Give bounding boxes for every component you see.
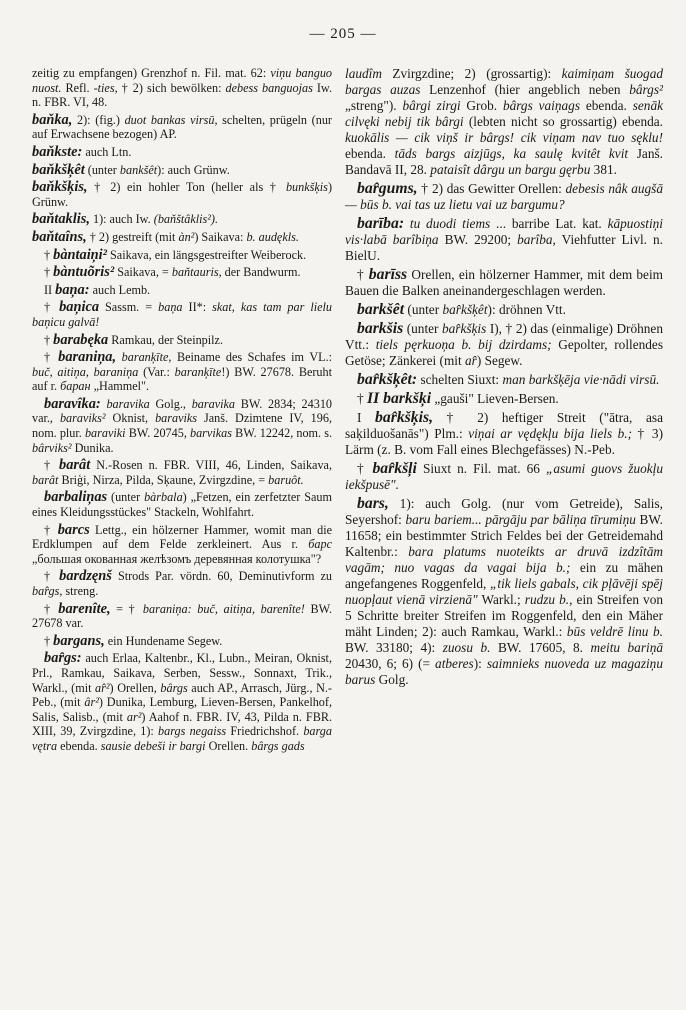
entry-text: BW. 17605, 8. <box>490 640 591 655</box>
dictionary-entry <box>32 651 332 753</box>
entry-text: Dunika. <box>71 440 114 455</box>
entry-text: † <box>44 332 54 347</box>
dictionary-entry <box>345 461 663 493</box>
entry-headword: baňka, <box>32 111 73 128</box>
entry-example: kuokālis — cik viņš ir bârgs! cik viņam nav tuo sęklu! <box>345 130 663 145</box>
entry-headword: bars, <box>357 495 389 512</box>
entry-text: „gauši" Lieven-Bersen. <box>431 391 559 406</box>
dictionary-entry <box>32 283 332 298</box>
entry-headword: baňtaklis, <box>32 211 90 228</box>
entry-text: † 2) gestreift (mit <box>86 229 179 244</box>
dictionary-entry <box>32 300 332 329</box>
entry-example: kāpuostiņi vis·labā barîbiņa <box>345 216 663 247</box>
entry-text: BW. 20745, <box>125 426 190 441</box>
entry-text: schelten, prügeln (nur auf Erwachsene bezogen) AP. <box>32 112 332 142</box>
entry-headword: barkšêt <box>357 301 405 318</box>
dictionary-entry <box>32 145 332 160</box>
dictionary-entry <box>32 230 332 245</box>
entry-example: баран <box>60 379 91 394</box>
dictionary-entry <box>345 181 663 213</box>
entry-headword: baravîka: <box>44 395 101 412</box>
entry-headword: bar̂kšķêt: <box>357 371 418 388</box>
entry-example: baruôt. <box>268 472 304 487</box>
entry-headword: barība: <box>357 215 405 232</box>
dictionary-entry <box>32 212 332 227</box>
entry-text: Friedrichshof. <box>226 724 304 739</box>
entry-example: ar̂ <box>465 353 477 368</box>
entry-text: † <box>44 265 54 280</box>
page-number: — 205 — <box>309 26 377 42</box>
entry-text: Gepolter, rollendes Getöse; Zänkerei (mit <box>345 337 663 368</box>
entry-example: man barkšķēja vie·nādi virsū. <box>502 372 660 387</box>
entry-text: Lenzenhof (hier angeblich neben <box>420 82 630 97</box>
entry-text: I <box>357 410 376 425</box>
entry-headword: bàntaiņi² <box>53 246 107 263</box>
entry-example: âr² <box>84 695 99 710</box>
entry-text: (Var.: <box>138 364 175 379</box>
entry-example: debess banguojas <box>225 80 313 95</box>
entry-text: BW. 29200; <box>438 232 518 247</box>
entry-text: Beiname des Schafes im VL.: <box>171 350 333 365</box>
entry-example: zuosu b. <box>442 640 491 655</box>
entry-example: baraviki <box>84 426 126 441</box>
entry-text: Saikava, = <box>114 265 172 280</box>
entry-headword: barbaliņas <box>44 489 108 506</box>
entry-example: baņa <box>158 300 183 315</box>
entry-example: barga vętra <box>32 724 332 753</box>
entry-example: baraviks <box>155 411 198 426</box>
entry-text: 381. <box>590 162 617 177</box>
entry-example: pataisît dârgu un bargu gęrbu <box>430 162 591 177</box>
entry-example: bankšêt <box>119 162 158 177</box>
entry-text: Ramkau, der Steinpilz. <box>108 332 223 347</box>
dictionary-entry <box>32 265 332 280</box>
entry-example: bunkšķis <box>285 180 328 195</box>
entry-headword: barīss <box>368 266 408 283</box>
entry-example: bârgi zirgi <box>402 98 461 113</box>
entry-example: buč, aitiņa, baraniņa <box>32 364 139 379</box>
entry-headword: bar̂gums, <box>357 180 418 197</box>
entry-text: † <box>357 267 369 282</box>
entry-text: † <box>44 350 59 365</box>
entry-headword: bardzęnš <box>59 568 112 585</box>
entry-text: Sassm. = <box>99 300 159 315</box>
entry-example: būs veldrē linu b. <box>566 624 663 639</box>
entry-example: bar̂gs, <box>32 584 63 598</box>
entry-text: † <box>44 247 54 262</box>
entry-headword: baňtaîns, <box>32 228 87 245</box>
entry-text: BW. 11658; ein bestimmter Strich Feldes bei der Getreidemahd Kaltenbr.: <box>345 512 663 559</box>
entry-text: der Bandwurm. <box>221 265 301 280</box>
entry-headword: barcs <box>57 521 90 538</box>
entry-example: laudîm <box>345 66 382 81</box>
entry-example: bàrbala <box>144 490 183 505</box>
entry-text: Warkl.; <box>477 592 525 607</box>
entry-text: ) Segew. <box>476 353 523 368</box>
entry-text: 20430, 6; 6) (= <box>345 656 436 671</box>
entry-text: ): <box>473 656 487 671</box>
entry-text: ein zu mähen angefangenes Roggenfeld, <box>345 560 664 591</box>
entry-text: † 2) ein hohler Ton (heller als † <box>87 180 286 195</box>
entry-example: baňtauris, <box>171 265 222 280</box>
entry-text: Oknist, <box>105 411 156 426</box>
dictionary-entry <box>32 163 332 178</box>
dictionary-entry <box>345 216 663 264</box>
entry-example: viņai ar vędękļu bija liels b.; <box>468 426 633 441</box>
entry-text: Iw. n. FBR. VI, 48. <box>32 80 332 110</box>
entry-example: -ties, <box>93 80 118 95</box>
entry-headword: baňkšķêt <box>32 161 85 178</box>
dictionary-entry <box>32 490 332 519</box>
entry-example: atberes <box>435 656 474 671</box>
dictionary-entry <box>345 267 663 299</box>
entry-text: ein Hundename Segew. <box>104 633 223 648</box>
entry-example: barîba, <box>517 232 556 247</box>
entry-example: debesis nâk augšā — būs b. vai tas uz lietu vai uz bargumu? <box>345 181 663 212</box>
entry-text: † <box>44 300 60 315</box>
entry-example: ar² <box>126 709 142 724</box>
entry-text: Janš. Dzimtene IV, 196, nom. plur. <box>32 411 332 441</box>
entry-example: senāk cilvęki nebij tik bârgi <box>345 98 663 129</box>
entry-example: meitu bariņā <box>590 640 663 655</box>
entry-example: sausie debeši ir bargi <box>100 738 206 753</box>
entry-text: ) „Fetzen, ein zerfetzter Saum eines Kleidungsstückes" Stackeln, Wohlfahrt. <box>32 490 332 520</box>
dictionary-entry <box>345 391 663 407</box>
entry-text: (unter <box>404 302 443 317</box>
entry-example: baranķīte <box>174 364 222 379</box>
entry-example: skat, kas tam par lielu baņicu galvā! <box>32 300 332 329</box>
entry-text: ein Streifen von 5 Schritte breiter Streifen im Roggenfeld, den ein Mäher mäht Linden; 2): auch Ramkau, Warkl.: <box>345 592 663 639</box>
dictionary-entry <box>32 66 332 110</box>
entry-text: ) Grünw. <box>32 180 332 209</box>
entry-text: † 2) heftiger Streit ("ātra, asa saķilduošanās") Plm.: <box>345 410 663 441</box>
entry-text: (unter <box>107 490 145 505</box>
entry-headword: bar̂kšķis, <box>375 409 434 426</box>
entry-example: tiels pęrkuoņa b. bij dzirdams; <box>375 337 552 352</box>
entry-headword: barenîte, <box>58 600 111 617</box>
dictionary-entry <box>345 372 663 388</box>
entry-text: (unter <box>84 162 120 177</box>
entry-text: Golg., <box>149 396 192 411</box>
entry-example: barât <box>32 472 59 487</box>
entry-text: Lettg., ein hölzerner Hammer, womit man die Erdklumpen auf dem Felde zerkleinert. Aus r. <box>32 522 333 552</box>
entry-example: bârgs vaiņags <box>502 98 580 113</box>
entry-text: † <box>44 601 59 616</box>
entry-text: = † <box>110 601 143 616</box>
entry-text: Janš. Bandavā II, 28. <box>345 146 663 177</box>
entry-text: zeitig zu empfangen) Grenzhof n. Fil. mat. 62: <box>32 66 271 80</box>
entry-text: 1): auch Golg. (nur vom Getreide), Salis, Seyershof: <box>345 496 663 527</box>
dictionary-entry <box>32 523 332 567</box>
entry-example: barvikas <box>189 426 232 441</box>
entry-text: Grob. <box>460 98 503 113</box>
entry-example: bargs negaiss <box>158 724 227 739</box>
dictionary-entry <box>32 634 332 649</box>
entry-text: † <box>44 569 60 584</box>
entry-example: bârviks² <box>32 440 72 455</box>
entry-text: (unter <box>403 321 442 336</box>
dictionary-entry <box>345 496 663 688</box>
dictionary-entry <box>32 180 332 209</box>
entry-text: † 2) das Gewitter Orellen: <box>417 181 566 196</box>
dictionary-entry <box>32 569 332 598</box>
entry-example: ar̂² <box>95 680 110 695</box>
dictionary-entry <box>345 66 663 178</box>
entry-text: † <box>44 633 54 648</box>
entry-headword: barabęka <box>53 331 109 348</box>
entry-text: BW. 2834; 24310 var., <box>32 396 333 426</box>
entry-text: † <box>357 391 367 406</box>
entry-text: ) Dunika, Lemburg, Lieven-Bersen, Pankelhof, Salis, Salisb., (mit <box>32 695 333 724</box>
entry-example: baraviks² <box>59 411 106 426</box>
entry-text: † <box>44 458 60 473</box>
entry-text: BW. 27678 var. <box>32 601 333 631</box>
dictionary-entry <box>345 321 663 369</box>
entry-text: ebenda. <box>345 146 395 161</box>
dictionary-entry <box>32 397 332 455</box>
entry-headword: bàntuõris² <box>53 264 115 281</box>
entry-text: Strods Par. vördn. 60, Deminutivform zu <box>111 569 333 584</box>
entry-example: baravika <box>191 396 236 411</box>
dictionary-entry <box>32 350 332 394</box>
entry-text: ... barribe Lat. kat. <box>490 216 608 231</box>
entry-example: baranķīte, <box>121 350 172 365</box>
entry-example: viņu banguo nuost. <box>32 66 333 95</box>
entry-example: àn² <box>178 229 195 244</box>
entry-text: auch AP., Arrasch, Jürg., N.-Peb., (mit <box>32 680 332 710</box>
entry-text: 2): (fig.) <box>72 112 125 127</box>
entry-text: ) Aahof n. FBR. IV, 43, Pilda n. FBR. XIII, 39, Zvirgzdine, 1): <box>32 709 332 739</box>
entry-text: auch Lemb. <box>89 282 151 297</box>
entry-text: Orellen, ein hölzerner Hammer, mit dem beim Bauen die Balken aneinandergeschlagen werden. <box>345 267 663 298</box>
entry-text: Briģi, Nirza, Pilda, Sķaune, Zvirgzdine, = <box>58 472 269 487</box>
entry-example: bârgs <box>160 680 188 695</box>
entry-text: Orellen. <box>205 738 252 753</box>
entry-text: (lebten nicht so grossartig) ebenda. <box>463 114 663 129</box>
entry-text: † 3) Lärm (z. B. vom Fall eines Blechgefässes) N.-Peb. <box>345 426 663 457</box>
entry-headword: barât <box>59 457 91 474</box>
entry-text: † <box>357 461 373 476</box>
entry-text: ): dröhnen Vtt. <box>487 302 566 317</box>
entry-example: baravika <box>106 396 150 411</box>
dictionary-entry <box>345 410 663 458</box>
entry-example: bar̂kšķêt <box>442 302 488 317</box>
entry-text: auch Erlaa, Kaltenbr., Kl., Lubn., Meiran, Oknist, Prl., Ramkau, Saikava, Serben, Sessw., Sonnaxt, Trik., Warkl., (mit <box>32 651 332 695</box>
entry-text: Golg. <box>375 672 409 687</box>
entry-example: kaimiņam šuogad bargas auzas <box>345 66 663 97</box>
entry-headword: baňkste: <box>32 143 83 160</box>
entry-example: tu duodi tiems <box>409 216 491 231</box>
entry-text: streng. <box>62 584 99 598</box>
entry-text: schelten Siuxt: <box>417 372 503 387</box>
entry-text: auch Ltn. <box>82 144 132 159</box>
dictionary-entry <box>32 333 332 348</box>
entry-text: 1): auch Iw. <box>89 212 154 227</box>
entry-example: (baňštâklis²). <box>153 212 219 227</box>
entry-headword: bar̂kšļi <box>372 460 417 477</box>
entry-text: † 2) sich bewölken: <box>117 80 226 95</box>
entry-text: BW. 33180; 4): <box>345 640 443 655</box>
entry-text: ) Orellen, <box>109 680 161 695</box>
entry-text: !) BW. 27678. Beruht auf r. <box>32 364 332 394</box>
entry-example: bârgs² <box>629 82 663 97</box>
entry-example: tāds bargs aizjūgs, ka saulę kvitêt kvit <box>394 146 629 161</box>
entry-example: bârgs gads <box>251 738 305 753</box>
entry-headword: baraniņa, <box>58 349 117 366</box>
entry-text: ) Saikava: <box>194 229 247 244</box>
entry-text: N.-Rosen n. FBR. VIII, 46, Linden, Saikava, <box>90 458 332 473</box>
entry-example: duot bankas virsū, <box>124 112 218 127</box>
entry-example: baraniņa: buč, aitiņa, barenîte! <box>142 601 305 616</box>
entry-example: baru bariem... <box>405 512 482 527</box>
dictionary-entry <box>32 248 332 263</box>
entry-example: saimnieks nuoveda uz magaziņu barus <box>345 656 663 687</box>
entry-example: „asumi guovs žuokļu iekšpusē". <box>345 461 663 492</box>
entry-text: BW. 12242, nom. s. <box>231 426 332 441</box>
entry-headword: baņica <box>59 299 100 316</box>
dictionary-entry <box>32 113 332 142</box>
entry-headword: barkšis <box>357 320 404 337</box>
entry-headword: bar̂gs: <box>44 650 82 667</box>
entry-example: bar̂kšķis <box>441 321 487 336</box>
entry-text: ): auch Grünw. <box>157 162 230 177</box>
entry-headword: baňkšķis, <box>32 179 88 196</box>
dictionary-entry <box>345 302 663 318</box>
dictionary-entry <box>32 602 332 631</box>
entry-example: „tik liels gabals, cik pļāvēji spēj nuopļaut vienā virzienā" <box>345 576 663 607</box>
entry-text: II <box>44 282 56 297</box>
entry-headword: baņa: <box>55 281 90 298</box>
entry-example: pārgāju par bāliņa tīrumiņu <box>485 512 636 527</box>
dictionary-entry <box>32 458 332 487</box>
entry-headword: II barkšķi <box>366 390 432 407</box>
entry-text: ebenda. <box>580 98 633 113</box>
entry-text: II*: <box>182 300 213 315</box>
entry-text: ebenda. <box>57 738 101 753</box>
entry-text: „Hammel". <box>90 379 150 394</box>
entry-text: Viehfutter Livl. n. BielU. <box>345 232 663 263</box>
entry-text: Refl. <box>61 80 94 95</box>
entry-text: Siuxt n. Fil. mat. 66 <box>416 461 546 476</box>
entry-text: „streng"). <box>345 98 403 113</box>
entry-headword: bargans, <box>53 632 105 649</box>
entry-text: Saikava, ein längsgestreifter Weiberock. <box>106 247 307 262</box>
entry-example: bara platums nuoteikts ar druvā izdzîtām vagām; nuo vagas da vagai bija b.; <box>345 544 663 575</box>
entry-text: Zvirgzdine; 2) (grossartig): <box>381 66 562 81</box>
left-column <box>32 66 332 757</box>
right-column <box>345 66 663 691</box>
entry-example: rudzu b., <box>524 592 573 607</box>
entry-text: „большая окованная желѣзомъ деревянная колотушка"? <box>32 551 322 566</box>
entry-text: I), † 2) das (einmalige) Dröhnen Vtt.: <box>345 321 663 352</box>
entry-example: барс <box>308 537 332 552</box>
entry-example: b. audękls. <box>246 229 299 244</box>
entry-text: † <box>44 522 58 537</box>
